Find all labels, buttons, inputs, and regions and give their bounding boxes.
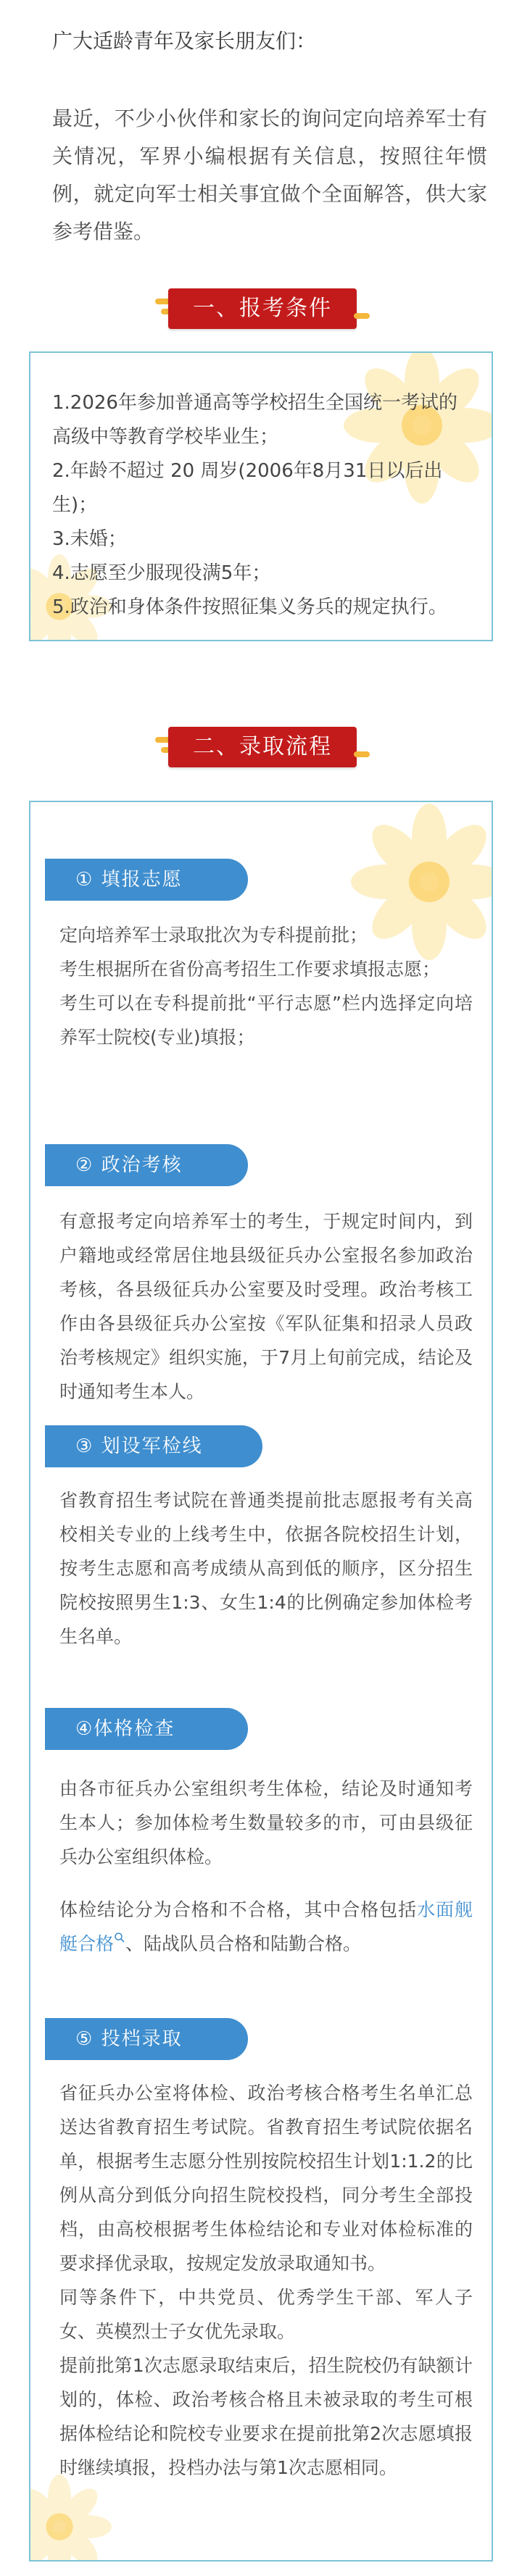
step-label: ⑤ 投档录取 bbox=[75, 2028, 183, 2050]
step-paragraph: 省教育招生考试院在普通类提前批志愿报考有关高校相关专业的上线考生中，依据各院校招生计划，按考生志愿和高考成绩从高到低的顺序，区分招生院校按照男生1:3、女生1:4的比例确定参加体检考生名单。 bbox=[59, 1490, 473, 1647]
step-body-physical-exam bbox=[59, 1772, 473, 1961]
step-paragraph: 提前批第1次志愿录取结束后，招生院校仍有缺额计划的，体检、政治考核合格且未被录取的考生可根据体检结论和院校专业要求在提前批第2次志愿填报时继续填报，投档办法与第1次志愿相同。 bbox=[59, 2355, 473, 2478]
section-banner-process bbox=[0, 721, 522, 772]
process-card bbox=[29, 801, 493, 2562]
banner-decoration bbox=[354, 313, 370, 319]
step-label: ③ 划设军检线 bbox=[75, 1435, 203, 1457]
condition-item: 1.2026年参加普通高等学校招生全国统一考试的高级中等教育学校毕业生； bbox=[52, 392, 457, 448]
greeting-text: 广大适龄青年及家长朋友们： bbox=[52, 29, 317, 53]
step-label: ① 填报志愿 bbox=[75, 869, 183, 891]
step-paragraph: 考生根据所在省份高考招生工作要求填报志愿； bbox=[59, 959, 441, 980]
step-tag-physical-exam bbox=[45, 1708, 248, 1750]
step-body-political-review bbox=[59, 1204, 473, 1409]
section-title-pill bbox=[168, 727, 357, 767]
step-body-fill-preferences bbox=[59, 918, 473, 1054]
step-paragraph: 同等条件下，中共党员、优秀学生干部、军人子女、英模烈士子女优先录取。 bbox=[59, 2287, 473, 2342]
conditions-list bbox=[52, 386, 473, 625]
step-paragraph: 考生可以在专科提前批“平行志愿”栏内选择定向培养军士院校(专业)填报； bbox=[59, 993, 473, 1048]
results-text-after: 、陆战队员合格和陆勤合格。 bbox=[125, 1933, 362, 1954]
step-tag-exam-line bbox=[45, 1425, 262, 1467]
step-body-admission bbox=[59, 2076, 473, 2485]
section-banner-conditions bbox=[0, 283, 522, 333]
condition-item: 5.政治和身体条件按照征集义务兵的规定执行。 bbox=[52, 596, 447, 618]
step-tag-political-review bbox=[45, 1144, 248, 1186]
results-text-before: 体检结论分为合格和不合格，其中合格包括 bbox=[59, 1899, 418, 1920]
step-label: ④体格检查 bbox=[75, 1718, 175, 1740]
step-tag-admission bbox=[45, 2018, 248, 2060]
banner-decoration bbox=[354, 751, 370, 757]
condition-item: 3.未婚； bbox=[52, 528, 127, 550]
search-link-icon[interactable] bbox=[114, 1932, 125, 1943]
step-paragraph: 省征兵办公室将体检、政治考核合格考生名单汇总送达省教育招生考试院。省教育招生考试院依据名单，根据考生志愿分性别按院校招生计划1:1.2的比例从高分到低分向招生院校投档，同分考生全部投档，由高校根据考生体检结论和专业对体检标准的要求择优录取，按规定发放录取通知书。 bbox=[59, 2083, 473, 2274]
step-paragraph: 由各市征兵办公室组织考生体检，结论及时通知考生本人；参加体检考生数量较多的市，可由县级征兵办公室组织体检。 bbox=[59, 1778, 473, 1867]
conditions-card bbox=[29, 351, 493, 641]
step-paragraph: 定向培养军士录取批次为专科提前批； bbox=[59, 925, 368, 946]
section-title: 二、录取流程 bbox=[193, 734, 332, 759]
section-title-pill bbox=[168, 288, 357, 329]
condition-item: 4.志愿至少服现役满5年； bbox=[52, 562, 271, 584]
section-title: 一、报考条件 bbox=[193, 296, 332, 321]
step-paragraph: 有意报考定向培养军士的考生，于规定时间内，到户籍地或经常居住地县级征兵办公室报名参加政治考核，各县级征兵办公室要及时受理。政治考核工作由各县级征兵办公室按《军队征集和招录人员政治考核规定》组织实施，于7月上旬前完成，结论及时通知考生本人。 bbox=[59, 1211, 473, 1402]
step-tag-fill-preferences bbox=[45, 859, 248, 901]
step-label: ② 政治考核 bbox=[75, 1154, 183, 1176]
step-body-exam-line bbox=[59, 1483, 473, 1654]
step-paragraph-results bbox=[59, 1893, 473, 1961]
naval-link[interactable]: 水面舰艇合格 bbox=[59, 1899, 473, 1954]
intro-paragraph: 最近，不少小伙伴和家长的询问定向培养军士有关情况，军界小编根据有关信息，按照往年惯例，就定向军士相关事宜做个全面解答，供大家参考借鉴。 bbox=[52, 107, 487, 243]
condition-item: 2.年龄不超过 20 周岁(2006年8月31日以后出生)； bbox=[52, 460, 443, 516]
